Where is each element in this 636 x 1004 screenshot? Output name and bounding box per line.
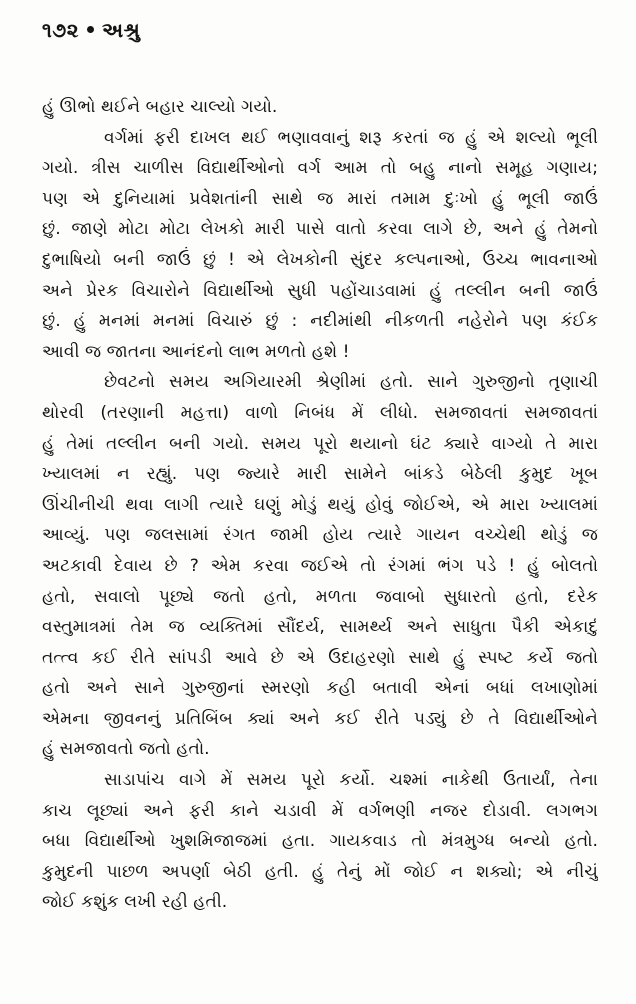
text-line: છું. જાણે મોટા મોટા લેખકો મારી પાસે વાતો કરવા લાગે છે, અને હું તેમનો	[42, 219, 598, 240]
text-line: કાચ લૂછ્યાં અને ફરી કાને ચડાવી મેં વર્ગભણી નજર દોડાવી. લગભગ	[42, 800, 598, 821]
text-line: પણ એ દુનિયામાં પ્રવેશતાંની સાથે જ મારાં તમામ દુઃખો હું ભૂલી જાઉં	[42, 188, 598, 209]
text-line: વસ્તુમાત્રમાં તેમ જ વ્યક્તિમાં સૌંદર્ય, સામર્થ્ય અને સાધુતા પૈકી એકાદું	[42, 617, 598, 638]
text-line: એમના જીવનનું પ્રતિબિંબ ક્યાં અને કઈ રીતે પડ્યું છે તે વિદ્યાર્થીઓને	[42, 708, 598, 729]
text-line: હું સમજાવતો જતો હતો.	[42, 739, 210, 760]
text-line: ગયો. ત્રીસ ચાળીસ વિદ્યાર્થીઓનો વર્ગ આમ તો બહુ નાનો સમૂહ ગણાય;	[42, 158, 598, 179]
text-line: હું તેમાં તલ્લીન બની ગયો. સમય પૂરો થયાનો ઘંટ ક્યારે વાગ્યો તે મારા	[42, 433, 598, 454]
text-line: આવી જ જાતના આનંદનો લાભ મળતો હશે !	[42, 341, 350, 362]
text-line: ખ્યાલમાં ન રહ્યું. પણ જ્યારે મારી સામેને બાંકડે બેઠેલી કુમુદ ખૂબ	[42, 464, 598, 485]
text-line: થોરવી (તરણાની મહત્તા) વાળો નિબંધ મેં લીધો. સમજાવતાં સમજાવતાં	[42, 402, 598, 423]
text-line: હતો, સવાલો પૂછ્યે જતો હતો, મળતા જવાબો સુધારતો હતો, દરેક	[42, 586, 598, 607]
text-line: છું. હું મનમાં મનમાં વિચારું છું : નદીમાંથી નીકળતી નહેરોને પણ કંઈક	[42, 311, 598, 332]
bullet-separator-icon	[87, 26, 94, 33]
running-head	[42, 18, 140, 42]
text-line: વર્ગમાં ફરી દાખલ થઈ ભણાવવાનું શરૂ કરતાં જ હું એ શલ્યો ભૂલી	[104, 127, 598, 148]
page-number: ૧૭૨	[42, 18, 79, 42]
text-line: બધા વિદ્યાર્થીઓ ખુશમિજાજમાં હતા. ગાયકવાડ તો મંત્રમુગ્ધ બન્યો હતો.	[42, 831, 598, 852]
text-line: દુભાષિયો બની જાઉં છું ! એ લેખકોની સુંદર કલ્પનાઓ, ઉચ્ચ ભાવનાઓ	[42, 249, 598, 270]
text-line: અટકાવી દેવાય છે ? એમ કરવા જઈએ તો રંગમાં ભંગ પડે ! હું બોલતો	[42, 555, 598, 576]
text-line: આવ્યું. પણ જલસામાં રંગત જામી હોય ત્યારે ગાયન વચ્ચેથી થોડું જ	[42, 525, 598, 546]
text-line: ઊંચીનીચી થવા લાગી ત્યારે ઘણું મોડું થયું હોવું જોઈએ, એ મારા ખ્યાલમાં	[42, 494, 598, 515]
body-text	[42, 92, 598, 918]
book-title: અશ્રુ	[101, 18, 141, 42]
text-line: કુમુદની પાછળ અપર્ણા બેઠી હતી. હું તેનું મોં જોઈ ન શક્યો; એ નીચું	[42, 861, 598, 882]
text-line: હતો અને સાને ગુરુજીનાં સ્મરણો કહી બતાવી એનાં બધાં લખાણોમાં	[42, 678, 598, 699]
text-line: અને પ્રેરક વિચારોને વિદ્યાર્થીઓ સુધી પહોંચાડવામાં હું તલ્લીન બની જાઉં	[42, 280, 598, 301]
text-line: જોઈ કશુંક લખી રહી હતી.	[42, 892, 228, 913]
text-line: હું ઊભો થઈને બહાર ચાલ્યો ગયો.	[42, 97, 278, 117]
text-line: છેવટનો સમય અગિયારમી શ્રેણીમાં હતો. સાને ગુરુજીનો તૃણાચી	[104, 372, 598, 393]
text-line: તત્ત્વ કઈ રીતે સાંપડી આવે છે એ ઉદાહરણો સાથે હું સ્પષ્ટ કર્યે જતો	[42, 647, 598, 668]
text-line: સાડાપાંચ વાગે મેં સમય પૂરો કર્યો. ચશ્માં નાકેથી ઉતાર્યાં, તેના	[104, 770, 598, 791]
